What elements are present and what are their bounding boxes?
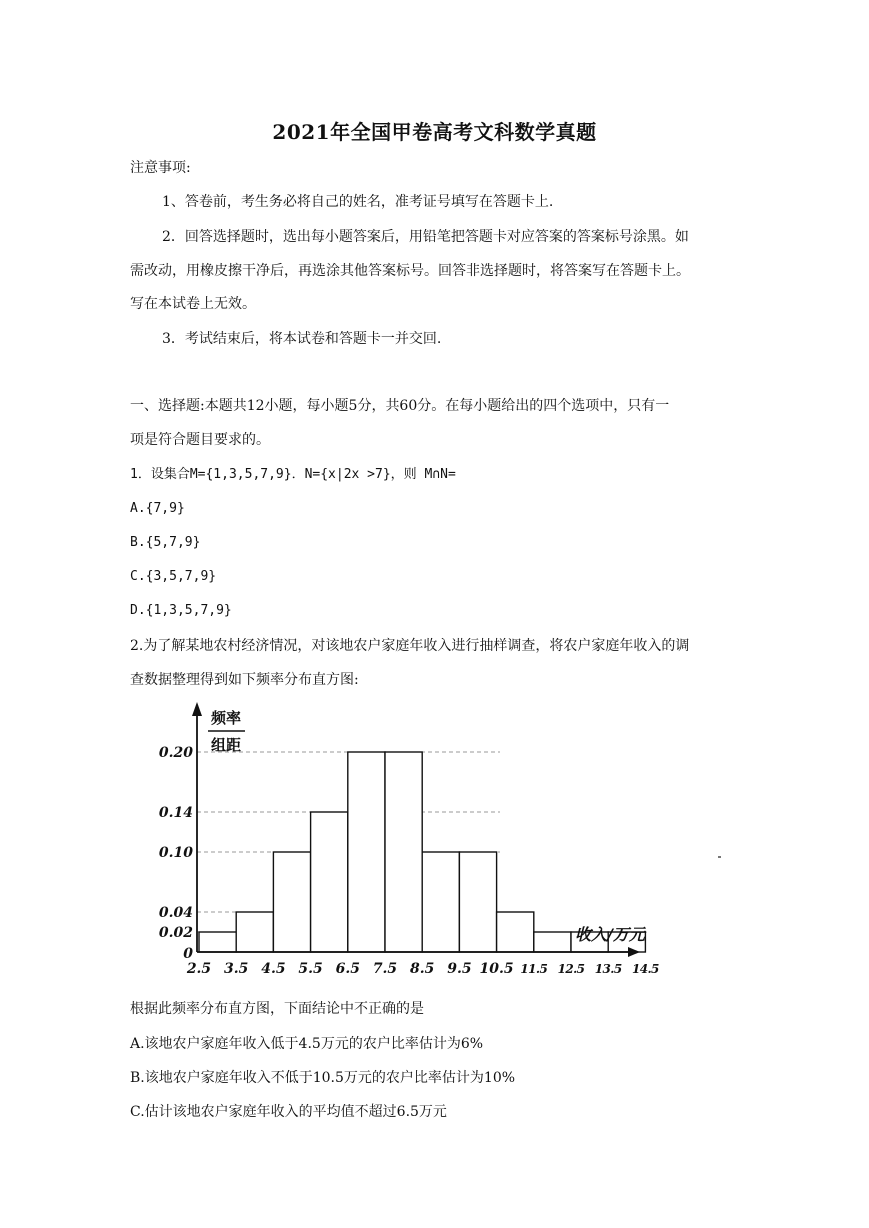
x-axis-label: 收入/万元 (575, 925, 645, 944)
notice-item-2-line-3: 写在本试卷上无效。 (130, 296, 256, 312)
notice-item-3: 3．考试结束后，将本试卷和答题卡一并交回. (162, 331, 442, 347)
histogram-bar (199, 932, 236, 952)
y-tick-label: 0.20 (158, 745, 193, 761)
histogram-bar (385, 752, 422, 952)
section-heading-line-1: 一、选择题:本题共12小题，每小题5分，共60分。在每小题给出的四个选项中，只有一 (130, 398, 670, 414)
y-tick-label: 0.04 (158, 905, 193, 921)
histogram-bar (311, 812, 348, 952)
x-tick-label: 3.5 (224, 961, 249, 977)
x-tick-label: 5.5 (298, 961, 323, 977)
q2-prompt: 根据此频率分布直方图，下面结论中不正确的是 (130, 1001, 424, 1017)
notice-heading: 注意事项: (130, 160, 191, 176)
y-axis-arrow (192, 702, 202, 716)
q2-option-c: C.估计该地农户家庭年收入的平均值不超过6.5万元 (130, 1104, 447, 1120)
x-tick-label: 9.5 (447, 961, 472, 977)
q2-option-a: A.该地农户家庭年收入低于4.5万元的农户比率估计为6% (130, 1036, 484, 1052)
q2-option-b: B.该地农户家庭年收入不低于10.5万元的农户比率估计为10% (130, 1070, 516, 1086)
x-tick-label: 14.5 (631, 962, 659, 976)
q2-stem-line-1: 2.为了解某地农村经济情况，对该地农户家庭年收入进行抽样调查，将农户家庭年收入的调 (130, 638, 690, 654)
y-axis-label-top: 频率 (210, 709, 242, 727)
page-title: 2021年全国甲卷高考文科数学真题 (272, 120, 597, 144)
y-tick-label: 0.10 (158, 845, 193, 861)
y-tick-label: 0.14 (158, 805, 193, 821)
x-tick-label: 8.5 (410, 961, 435, 977)
x-tick-label: 13.5 (594, 962, 622, 976)
x-tick-label: 7.5 (372, 961, 398, 977)
y-axis-label-bottom: 组距 (210, 736, 242, 754)
q1-option-b: B.{5,7,9} (130, 535, 201, 550)
notice-item-2-line-1: 2．回答选择题时，选出每小题答案后，用铅笔把答题卡对应答案的答案标号涂黑。如 (162, 229, 689, 245)
x-tick-label: 2.5 (186, 961, 212, 977)
histogram-bar (497, 912, 534, 952)
histogram-bar (236, 912, 273, 952)
histogram-bar (534, 932, 571, 952)
histogram-bar (273, 852, 310, 952)
q1-option-a: A.{7,9} (130, 501, 185, 516)
q1-option-d: D.{1,3,5,7,9} (130, 603, 232, 618)
histogram-bar (422, 852, 459, 952)
scan-speck (718, 856, 721, 858)
x-tick-label: 10.5 (479, 961, 514, 977)
histogram-chart (150, 700, 670, 990)
x-tick-label: 4.5 (261, 961, 286, 977)
x-tick-label: 6.5 (335, 961, 360, 977)
x-tick-label: 11.5 (520, 962, 548, 976)
notice-item-2-line-2: 需改动，用橡皮擦干净后，再选涂其他答案标号。回答非选择题时，将答案写在答题卡上。 (130, 263, 690, 279)
origin-label: 0 (183, 946, 193, 962)
histogram-bar (459, 852, 496, 952)
q1-option-c: C.{3,5,7,9} (130, 569, 217, 584)
notice-item-1: 1、答卷前，考生务必将自己的姓名，准考证号填写在答题卡上. (162, 194, 554, 210)
section-heading-line-2: 项是符合题目要求的。 (130, 432, 270, 448)
histogram-bar (348, 752, 385, 952)
q1-stem: 1．设集合M={1,3,5,7,9}．N={x|2x >7}，则 M∩N= (130, 467, 456, 482)
q2-stem-line-2: 查数据整理得到如下频率分布直方图: (130, 672, 359, 688)
x-tick-label: 12.5 (557, 962, 585, 976)
y-tick-label: 0.02 (158, 925, 193, 941)
